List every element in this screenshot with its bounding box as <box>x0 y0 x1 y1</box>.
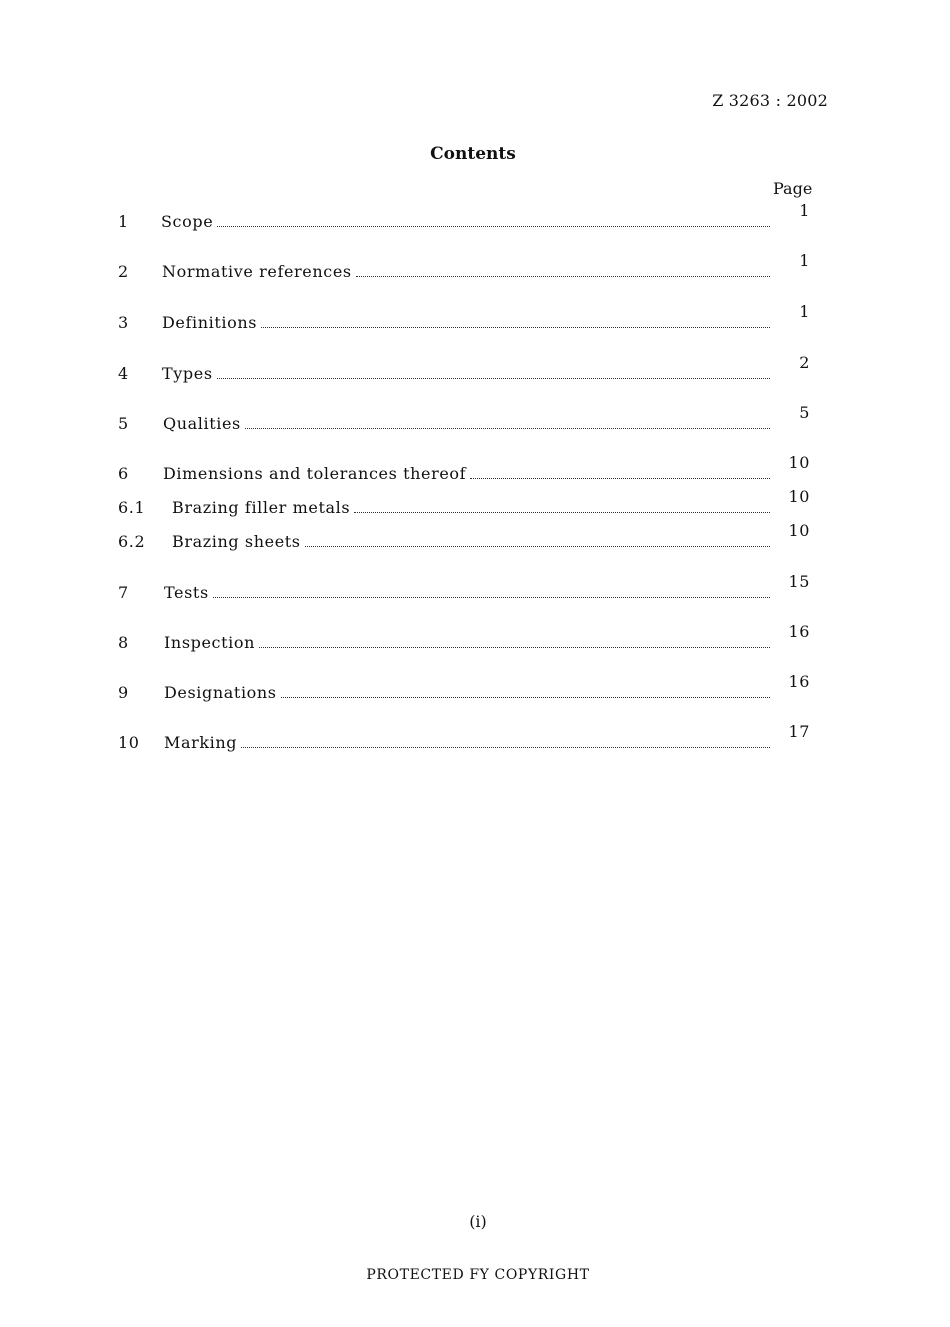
toc-entry-page: 15 <box>788 572 810 591</box>
toc-entry-page: 1 <box>799 302 810 321</box>
toc-entry-number: 2 <box>118 262 129 281</box>
toc-entry-number: 3 <box>118 313 129 332</box>
page-column-heading: Page <box>773 179 813 198</box>
toc-entry-title: Marking <box>164 733 238 752</box>
dot-leader <box>470 478 770 479</box>
copyright-notice: PROTECTED FY COPYRIGHT <box>366 1267 590 1283</box>
dot-leader <box>217 378 770 379</box>
dot-leader <box>259 647 770 648</box>
toc-entry-page: 10 <box>788 453 810 472</box>
dot-leader <box>305 546 770 547</box>
toc-entry-number: 1 <box>118 212 129 231</box>
toc-entry-title: Dimensions and tolerances thereof <box>163 464 467 483</box>
toc-entry-title: Qualities <box>163 414 241 433</box>
toc-entry-title: Types <box>162 364 213 383</box>
toc-entry-5[interactable] <box>0 403 950 433</box>
toc-entry-title: Designations <box>164 683 277 702</box>
toc-entry-title: Inspection <box>164 633 255 652</box>
toc-entry-4[interactable] <box>0 353 950 383</box>
toc-entry-10[interactable] <box>0 722 950 752</box>
toc-entry-number: 5 <box>118 414 129 433</box>
toc-entry-title: Tests <box>164 583 209 602</box>
toc-entry-8[interactable] <box>0 622 950 652</box>
toc-entry-number: 7 <box>118 583 129 602</box>
dot-leader <box>241 747 770 748</box>
toc-entry-number: 8 <box>118 633 129 652</box>
toc-entry-title: Normative references <box>162 262 352 281</box>
dot-leader <box>213 597 770 598</box>
toc-entry-page: 5 <box>799 403 810 422</box>
page-title: Contents <box>430 144 516 164</box>
page-folio: (i) <box>469 1212 487 1231</box>
toc-entry-page: 1 <box>799 251 810 270</box>
dot-leader <box>261 327 770 328</box>
toc-entry-2[interactable] <box>0 251 950 281</box>
toc-entry-page: 10 <box>788 487 810 506</box>
standard-number: Z 3263 : 2002 <box>712 91 828 110</box>
toc-entry-number: 10 <box>118 733 140 752</box>
dot-leader <box>356 276 770 277</box>
toc-entry-page: 10 <box>788 521 810 540</box>
toc-entry-title: Definitions <box>162 313 258 332</box>
toc-entry-6-2[interactable] <box>0 521 950 551</box>
toc-entry-number: 6 <box>118 464 129 483</box>
dot-leader <box>217 226 770 227</box>
toc-entry-3[interactable] <box>0 302 950 332</box>
toc-entry-9[interactable] <box>0 672 950 702</box>
toc-entry-title: Scope <box>161 212 214 231</box>
toc-entry-page: 16 <box>788 622 810 641</box>
dot-leader <box>281 697 770 698</box>
toc-entry-title: Brazing filler metals <box>172 498 351 517</box>
toc-entry-7[interactable] <box>0 572 950 602</box>
toc-entry-number: 9 <box>118 683 129 702</box>
toc-entry-page: 2 <box>799 353 810 372</box>
toc-entry-page: 16 <box>788 672 810 691</box>
dot-leader <box>354 512 770 513</box>
dot-leader <box>245 428 770 429</box>
toc-entry-1[interactable] <box>0 201 950 231</box>
toc-entry-page: 1 <box>799 201 810 220</box>
toc-entry-6-1[interactable] <box>0 487 950 517</box>
toc-entry-number: 6.2 <box>118 532 146 551</box>
toc-entry-page: 17 <box>788 722 810 741</box>
toc-entry-6[interactable] <box>0 453 950 483</box>
toc-entry-number: 6.1 <box>118 498 146 517</box>
toc-entry-number: 4 <box>118 364 129 383</box>
toc-entry-title: Brazing sheets <box>172 532 301 551</box>
